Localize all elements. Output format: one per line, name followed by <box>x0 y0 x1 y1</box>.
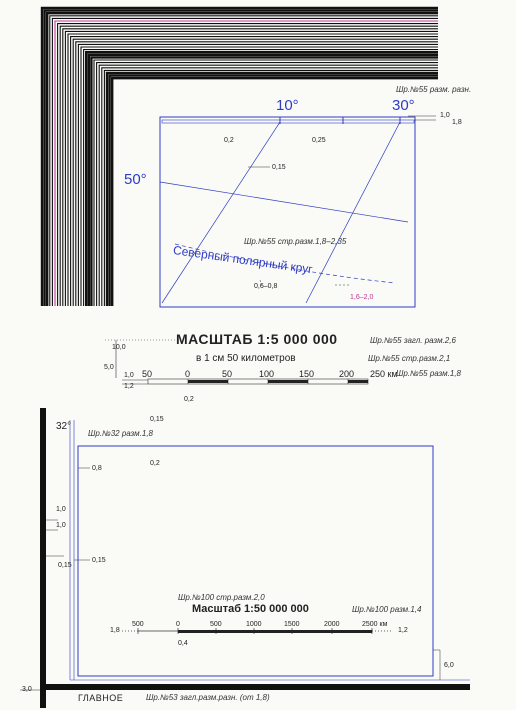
width-0-2: 0,2 <box>224 137 234 144</box>
map1-frame <box>160 117 415 307</box>
scale2-tick-5: 2000 <box>324 621 340 628</box>
width-0-25: 0,25 <box>312 137 326 144</box>
scale2-tick-0: 500 <box>132 621 144 628</box>
map2-scale-fill <box>178 630 372 633</box>
scale2-right-width: 1,2 <box>398 627 408 634</box>
width-0-15-a: 0,15 <box>150 416 164 423</box>
dim-5-0: 5,0 <box>104 364 114 371</box>
width-0-15-b: 0,15 <box>58 562 72 569</box>
width-0-15-c: 0,15 <box>92 557 106 564</box>
map2-blue-frame <box>70 420 470 680</box>
scale1-tick-3: 100 <box>259 369 275 379</box>
width-0-15: 0,15 <box>272 164 286 171</box>
scale-subtitle-note: Шр.№55 стр.разм.2,1 <box>368 354 451 363</box>
width-0-6-0-8: 0,6–0,8 <box>254 283 278 290</box>
dim-1-0: 1,0 <box>124 372 134 379</box>
main-label: ГЛАВНОЕ <box>78 693 124 703</box>
dim-1-0-b: 1,0 <box>56 522 66 529</box>
lat-32-label: 32° <box>56 421 72 432</box>
scale1-tick-1: 0 <box>185 369 191 379</box>
dim-10-0: 10,0 <box>112 344 126 351</box>
map2-scale-title-note: Шр.№100 разм.1,4 <box>352 605 422 614</box>
scale1-bar-width: 0,2 <box>184 396 194 403</box>
scale2-tick-4: 1500 <box>284 621 300 628</box>
width-0-8: 0,8 <box>92 465 102 472</box>
map2-scale-note: Шр.№100 стр.разм.2,0 <box>178 593 265 602</box>
font-note-top: Шр.№55 разм. разн. <box>396 85 472 94</box>
scale-title: МАСШТАБ 1:5 000 000 <box>176 331 338 347</box>
arctic-circle-label: Северный полярный круг <box>172 243 314 277</box>
scale2-bar-width: 0,4 <box>178 640 188 647</box>
dim-3-0: 3,0 <box>22 686 32 693</box>
scale2-tick-3: 1000 <box>246 621 262 628</box>
scale2-tick-2: 500 <box>210 621 222 628</box>
scale-subtitle: в 1 см 50 километров <box>196 353 296 364</box>
dim-1-0-a: 1,0 <box>56 506 66 513</box>
lon-30-label: 30° <box>392 97 415 114</box>
map1-graticule <box>160 122 408 303</box>
scale1-tick-6: 250 км <box>370 369 398 379</box>
lat-50-label: 50° <box>124 171 147 188</box>
scale-title-note: Шр.№55 загл. разм.2,6 <box>370 336 456 345</box>
dim-1-2: 1,2 <box>124 383 134 390</box>
map2-font-note: Шр.№32 разм.1,8 <box>88 429 153 438</box>
frame-stripe <box>110 76 438 306</box>
frame-1-0: 1,0 <box>440 112 450 119</box>
dim-6-0: 6,0 <box>444 662 454 669</box>
scale2-tick-6: 2500 км <box>362 621 388 628</box>
frame-1-8: 1,8 <box>452 119 462 126</box>
scale1-tick-2: 50 <box>222 369 233 379</box>
lon-10-label: 10° <box>276 97 299 114</box>
width-0-2-map2: 0,2 <box>150 460 160 467</box>
map2-scale-title: Масштаб 1:50 000 000 <box>192 603 309 615</box>
main-note: Шр.№53 загл.разм.разн. (от 1,8) <box>146 693 270 702</box>
scale2-left-width: 1,8 <box>110 627 120 634</box>
scale1-tick-0: 50 <box>142 369 153 379</box>
scale1-fill <box>188 380 368 383</box>
scale2-tick-1: 0 <box>176 621 180 628</box>
scale1-tick-4: 150 <box>299 369 315 379</box>
scale-bar-note: Шр.№55 разм.1,8 <box>396 369 461 378</box>
scale1-tick-5: 200 <box>339 369 355 379</box>
width-1-6-2-0: 1,6–2,0 <box>350 294 374 301</box>
circle-font-note: Шр.№55 стр.разм.1,8–2,35 <box>244 237 347 246</box>
map2-leaders <box>20 468 440 690</box>
